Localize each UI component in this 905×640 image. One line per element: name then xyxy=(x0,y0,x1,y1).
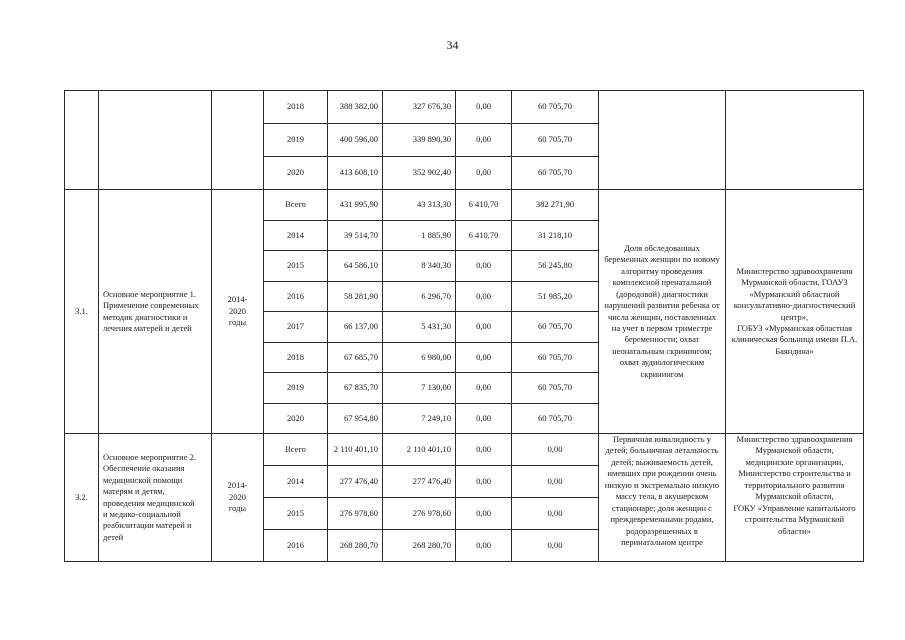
federal-budget-cell: 0,00 xyxy=(456,124,512,157)
indicator-text-line: низкую и экстремально низкую xyxy=(604,479,720,490)
federal-budget-cell: 0,00 xyxy=(456,466,512,498)
indicator-text-line: комплексной пренатальной xyxy=(612,277,712,288)
executor-text-line: ГОКУ «Управление капитального xyxy=(733,502,856,513)
year-cell: 2015 xyxy=(264,251,328,282)
regional-budget-cell: 6 296,70 xyxy=(383,281,456,312)
year-cell: 2016 xyxy=(264,281,328,312)
executor-text-line: центр», xyxy=(780,311,809,322)
other-sources-cell: 60 705,70 xyxy=(512,312,599,343)
indicator-text-line: имевших при рождении очень xyxy=(607,468,717,479)
indicator-text-line: детей; больничная летальность xyxy=(605,445,719,456)
executor-text-line: консультативно-диагностический xyxy=(733,300,856,311)
table-row xyxy=(65,434,864,466)
executor-text-line: «Мурманский областной xyxy=(749,288,840,299)
indicator-cell-empty xyxy=(599,91,726,190)
total-cell: 388 382,00 xyxy=(328,91,383,124)
total-cell: 67 954,80 xyxy=(328,403,383,434)
federal-budget-cell: 0,00 xyxy=(456,251,512,282)
indicator-text-line: охват аудиологическим xyxy=(619,357,705,368)
regional-budget-cell: 277 476,40 xyxy=(383,466,456,498)
federal-budget-cell: 0,00 xyxy=(456,157,512,190)
indicator-text-line: алгоритму проведения xyxy=(621,265,703,276)
other-sources-cell: 382 271,90 xyxy=(512,190,599,221)
federal-budget-cell: 0,00 xyxy=(456,434,512,466)
indicator-text-line: преждевременными родами, xyxy=(610,514,714,525)
other-sources-cell: 0,00 xyxy=(512,434,599,466)
indicator-text-line: беременных женщин по новому xyxy=(604,254,720,265)
page-number: 34 xyxy=(446,38,459,52)
regional-budget-cell: 43 313,30 xyxy=(383,190,456,221)
federal-budget-cell: 0,00 xyxy=(456,530,512,562)
total-cell: 431 995,90 xyxy=(328,190,383,221)
executor-text-line: Министерство строительства и xyxy=(738,468,851,479)
item-name-line: Основное мероприятие 1. xyxy=(103,288,196,299)
year-cell: 2019 xyxy=(264,124,328,157)
regional-budget-cell: 5 431,30 xyxy=(383,312,456,343)
total-cell: 277 476,40 xyxy=(328,466,383,498)
executor-text xyxy=(726,190,864,434)
regional-budget-cell: 7 249,10 xyxy=(383,403,456,434)
year-cell: 2018 xyxy=(264,342,328,373)
regional-budget-cell: 276 978,60 xyxy=(383,498,456,530)
total-cell: 67 685,70 xyxy=(328,342,383,373)
indicator-text-line: Первичная инвалидность у xyxy=(612,434,712,444)
executor-text-line: Министерство здравоохранения xyxy=(736,265,853,276)
item-period xyxy=(212,434,264,562)
year-cell: 2020 xyxy=(264,157,328,190)
item-name-line: лечения матерей и детей xyxy=(103,322,192,333)
executor-text-line: Мурманской области, ГОАУЗ xyxy=(741,277,848,288)
year-cell: 2017 xyxy=(264,312,328,343)
federal-budget-cell: 6 410,70 xyxy=(456,190,512,221)
year-cell: Всего xyxy=(264,190,328,221)
indicator-text-line: детей; выживаемость детей, xyxy=(611,456,713,467)
item-period xyxy=(212,190,264,434)
year-cell: 2018 xyxy=(264,91,328,124)
indicator-text-line: родоразрешенных в xyxy=(626,525,698,536)
item-name-line: медицинской помощи xyxy=(103,474,183,485)
year-cell: 2014 xyxy=(264,220,328,251)
federal-budget-cell: 0,00 xyxy=(456,342,512,373)
other-sources-cell: 51 985,20 xyxy=(512,281,599,312)
other-sources-cell: 60 705,70 xyxy=(512,342,599,373)
item-name-line: проведения медицинской xyxy=(103,497,195,508)
executor-text xyxy=(726,434,864,562)
code-cell-empty xyxy=(65,91,99,190)
other-sources-cell: 0,00 xyxy=(512,530,599,562)
indicator-text-line: стационаре; доля женщин с xyxy=(612,502,712,513)
regional-budget-cell: 327 676,30 xyxy=(383,91,456,124)
item-name-line: детей xyxy=(103,531,124,542)
item-name-line: и медико-социальной xyxy=(103,508,181,519)
executor-text-line: ГОБУЗ «Мурманская областная xyxy=(737,322,852,333)
other-sources-cell: 60 705,70 xyxy=(512,373,599,404)
item-name-line: реабилитации матерей и xyxy=(103,520,192,531)
executor-text-line: медицинские организации, xyxy=(745,456,844,467)
executor-text-line: Мурманской области, xyxy=(755,445,834,456)
year-cell: 2019 xyxy=(264,373,328,404)
federal-budget-cell: 0,00 xyxy=(456,403,512,434)
total-cell: 66 137,00 xyxy=(328,312,383,343)
item-name-line: методик диагностики и xyxy=(103,311,188,322)
item-code: 3.2. xyxy=(65,434,99,562)
indicator-text-line: скринингом xyxy=(640,368,684,379)
total-cell: 413 608,10 xyxy=(328,157,383,190)
executor-text-line: Министерство здравоохранения xyxy=(736,434,853,444)
item-period-line: годы xyxy=(228,317,247,328)
other-sources-cell: 60 705,70 xyxy=(512,403,599,434)
name-cell-empty xyxy=(99,91,212,190)
item-period-line: 2014- xyxy=(227,480,248,491)
item-name-line: Обеспечение оказания xyxy=(103,463,185,474)
indicator-text-line: перинатальном центре xyxy=(621,537,703,548)
federal-budget-cell: 0,00 xyxy=(456,312,512,343)
regional-budget-cell: 352 902,40 xyxy=(383,157,456,190)
table-row xyxy=(65,190,864,221)
regional-budget-cell: 2 110 401,10 xyxy=(383,434,456,466)
total-cell: 67 835,70 xyxy=(328,373,383,404)
indicator-text-line: Доля обследованных xyxy=(624,242,700,253)
program-table xyxy=(64,90,864,562)
other-sources-cell: 0,00 xyxy=(512,466,599,498)
other-sources-cell: 0,00 xyxy=(512,498,599,530)
year-cell: 2014 xyxy=(264,466,328,498)
executor-text-line: территориального развития xyxy=(744,479,845,490)
year-cell: 2015 xyxy=(264,498,328,530)
total-cell: 268 280,70 xyxy=(328,530,383,562)
indicator-text-line: на учет в первом триместре xyxy=(611,322,713,333)
item-name-line: матерям и детям, xyxy=(103,486,165,497)
regional-budget-cell: 339 890,30 xyxy=(383,124,456,157)
indicator-text xyxy=(599,190,726,434)
executor-text-line: Баяндина» xyxy=(775,345,814,356)
indicator-text-line: неонатальным скринингом; xyxy=(612,345,712,356)
table-row xyxy=(65,91,864,124)
total-cell: 400 596,00 xyxy=(328,124,383,157)
year-cell: 2020 xyxy=(264,403,328,434)
period-cell-empty xyxy=(212,91,264,190)
total-cell: 64 586,10 xyxy=(328,251,383,282)
executor-text-line: клиническая больница имени П.А. xyxy=(731,334,858,345)
item-code: 3.1. xyxy=(65,190,99,434)
regional-budget-cell: 6 980,00 xyxy=(383,342,456,373)
federal-budget-cell: 0,00 xyxy=(456,281,512,312)
indicator-text-line: (дородовой) диагностики xyxy=(616,288,708,299)
executor-text-line: строительства Мурманской области» xyxy=(744,514,845,536)
executor-text-line: Мурманской области, xyxy=(755,491,834,502)
indicator-text-line: нарушений развития ребенка от xyxy=(604,300,720,311)
indicator-text-line: массу тела, в акушерском xyxy=(615,491,709,502)
item-period-line: 2020 xyxy=(229,491,246,502)
executor-cell-empty xyxy=(726,91,864,190)
regional-budget-cell: 8 340,30 xyxy=(383,251,456,282)
federal-budget-cell: 0,00 xyxy=(456,498,512,530)
item-period-line: 2014- xyxy=(227,294,248,305)
item-period-line: годы xyxy=(228,503,247,514)
federal-budget-cell: 0,00 xyxy=(456,91,512,124)
total-cell: 39 514,70 xyxy=(328,220,383,251)
year-cell: 2016 xyxy=(264,530,328,562)
regional-budget-cell: 1 885,90 xyxy=(383,220,456,251)
other-sources-cell: 60 705,70 xyxy=(512,124,599,157)
item-name xyxy=(99,190,212,434)
total-cell: 58 281,90 xyxy=(328,281,383,312)
federal-budget-cell: 6 410,70 xyxy=(456,220,512,251)
item-period-line: 2020 xyxy=(229,305,246,316)
year-cell: Всего xyxy=(264,434,328,466)
other-sources-cell: 56 245,80 xyxy=(512,251,599,282)
item-name-line: Применение современных xyxy=(103,300,199,311)
other-sources-cell: 60 705,70 xyxy=(512,91,599,124)
regional-budget-cell: 268 280,70 xyxy=(383,530,456,562)
total-cell: 2 110 401,10 xyxy=(328,434,383,466)
other-sources-cell: 60 705,70 xyxy=(512,157,599,190)
indicator-text-line: числа женщин, поставленных xyxy=(607,311,717,322)
other-sources-cell: 31 218,10 xyxy=(512,220,599,251)
indicator-text xyxy=(599,434,726,562)
item-name xyxy=(99,434,212,562)
item-name-line: Основное мероприятие 2. xyxy=(103,451,196,462)
regional-budget-cell: 7 130,00 xyxy=(383,373,456,404)
indicator-text-line: беременности; охват xyxy=(624,334,700,345)
total-cell: 276 978,60 xyxy=(328,498,383,530)
federal-budget-cell: 0,00 xyxy=(456,373,512,404)
